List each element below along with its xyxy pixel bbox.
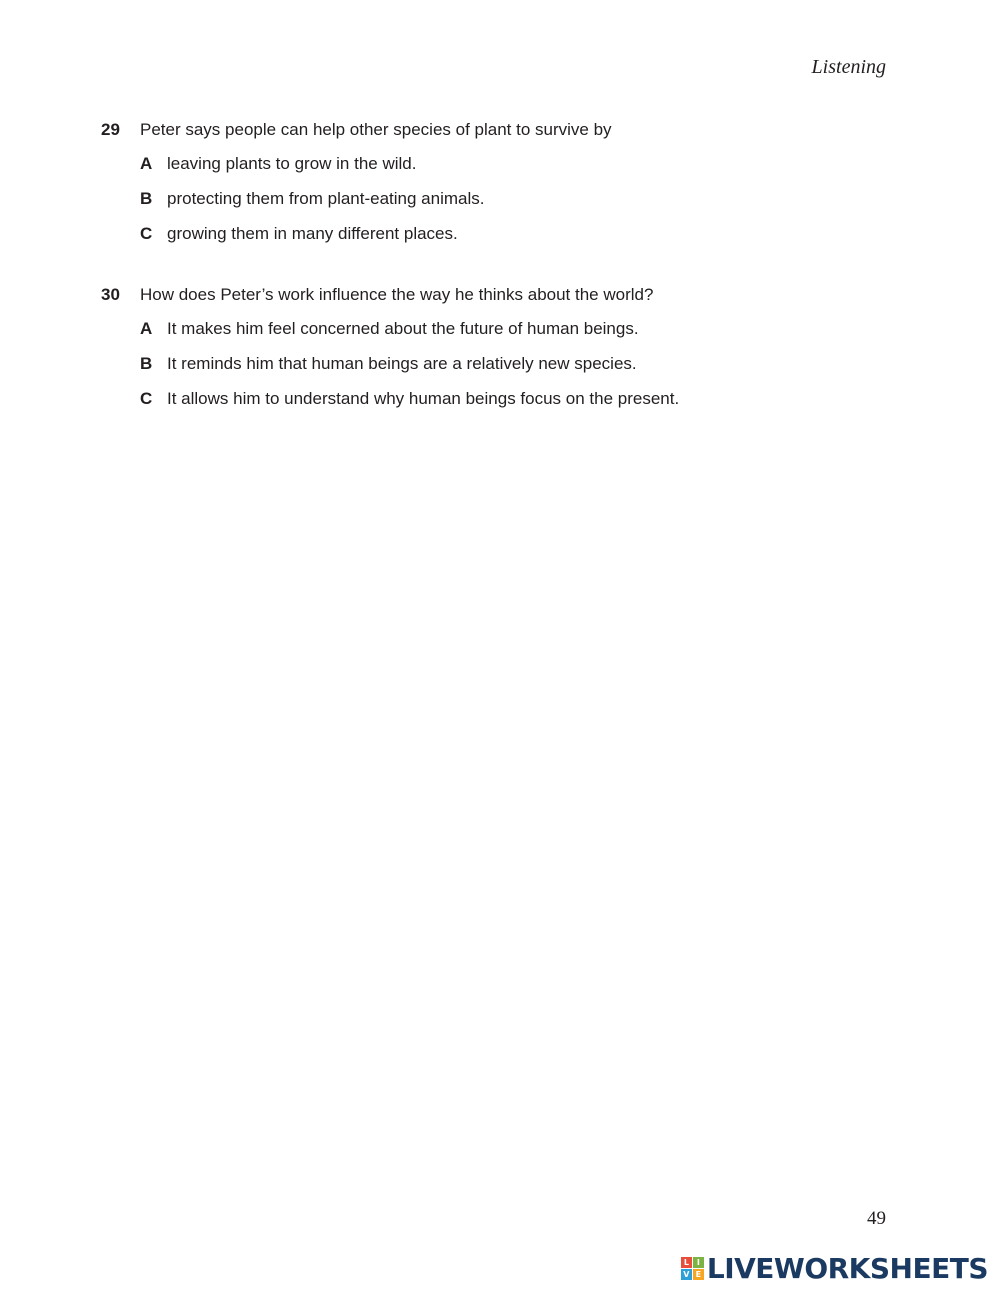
option-b[interactable] xyxy=(140,189,612,224)
option-letter: B xyxy=(140,189,153,208)
option-text: It makes him feel concerned about the future of human beings. xyxy=(167,319,639,338)
logo-square-e: E xyxy=(693,1269,704,1280)
logo-square-v: V xyxy=(681,1269,692,1280)
options-list xyxy=(140,319,679,424)
option-a[interactable] xyxy=(140,319,679,354)
section-title: Listening xyxy=(811,56,886,78)
option-a[interactable] xyxy=(140,154,612,189)
option-c[interactable] xyxy=(140,389,679,424)
option-text: It reminds him that human beings are a relatively new species. xyxy=(167,354,637,373)
options-list xyxy=(140,154,612,259)
option-text: leaving plants to grow in the wild. xyxy=(167,154,417,173)
question-30 xyxy=(101,285,679,424)
option-text: growing them in many different places. xyxy=(167,224,458,243)
question-stem xyxy=(101,285,679,305)
brand-name: LIVEWORKSHEETS xyxy=(706,1252,988,1285)
liveworksheets-logo[interactable] xyxy=(681,1252,988,1285)
logo-square-l: L xyxy=(681,1257,692,1268)
option-c[interactable] xyxy=(140,224,612,259)
question-text: Peter says people can help other species of plant to survive by xyxy=(140,120,612,139)
option-text: It allows him to understand why human beings focus on the present. xyxy=(167,389,680,408)
option-letter: A xyxy=(140,319,153,338)
question-text: How does Peter’s work influence the way he thinks about the world? xyxy=(140,285,654,304)
option-letter: A xyxy=(140,154,153,173)
logo-icon xyxy=(681,1257,704,1280)
option-letter: C xyxy=(140,224,153,243)
page-number: 49 xyxy=(867,1208,886,1229)
logo-square-i: I xyxy=(693,1257,704,1268)
option-text: protecting them from plant-eating animals. xyxy=(167,189,485,208)
question-number: 29 xyxy=(101,120,120,139)
question-29 xyxy=(101,120,612,259)
option-letter: C xyxy=(140,389,153,408)
question-number: 30 xyxy=(101,285,120,304)
option-letter: B xyxy=(140,354,153,373)
option-b[interactable] xyxy=(140,354,679,389)
question-stem xyxy=(101,120,612,140)
